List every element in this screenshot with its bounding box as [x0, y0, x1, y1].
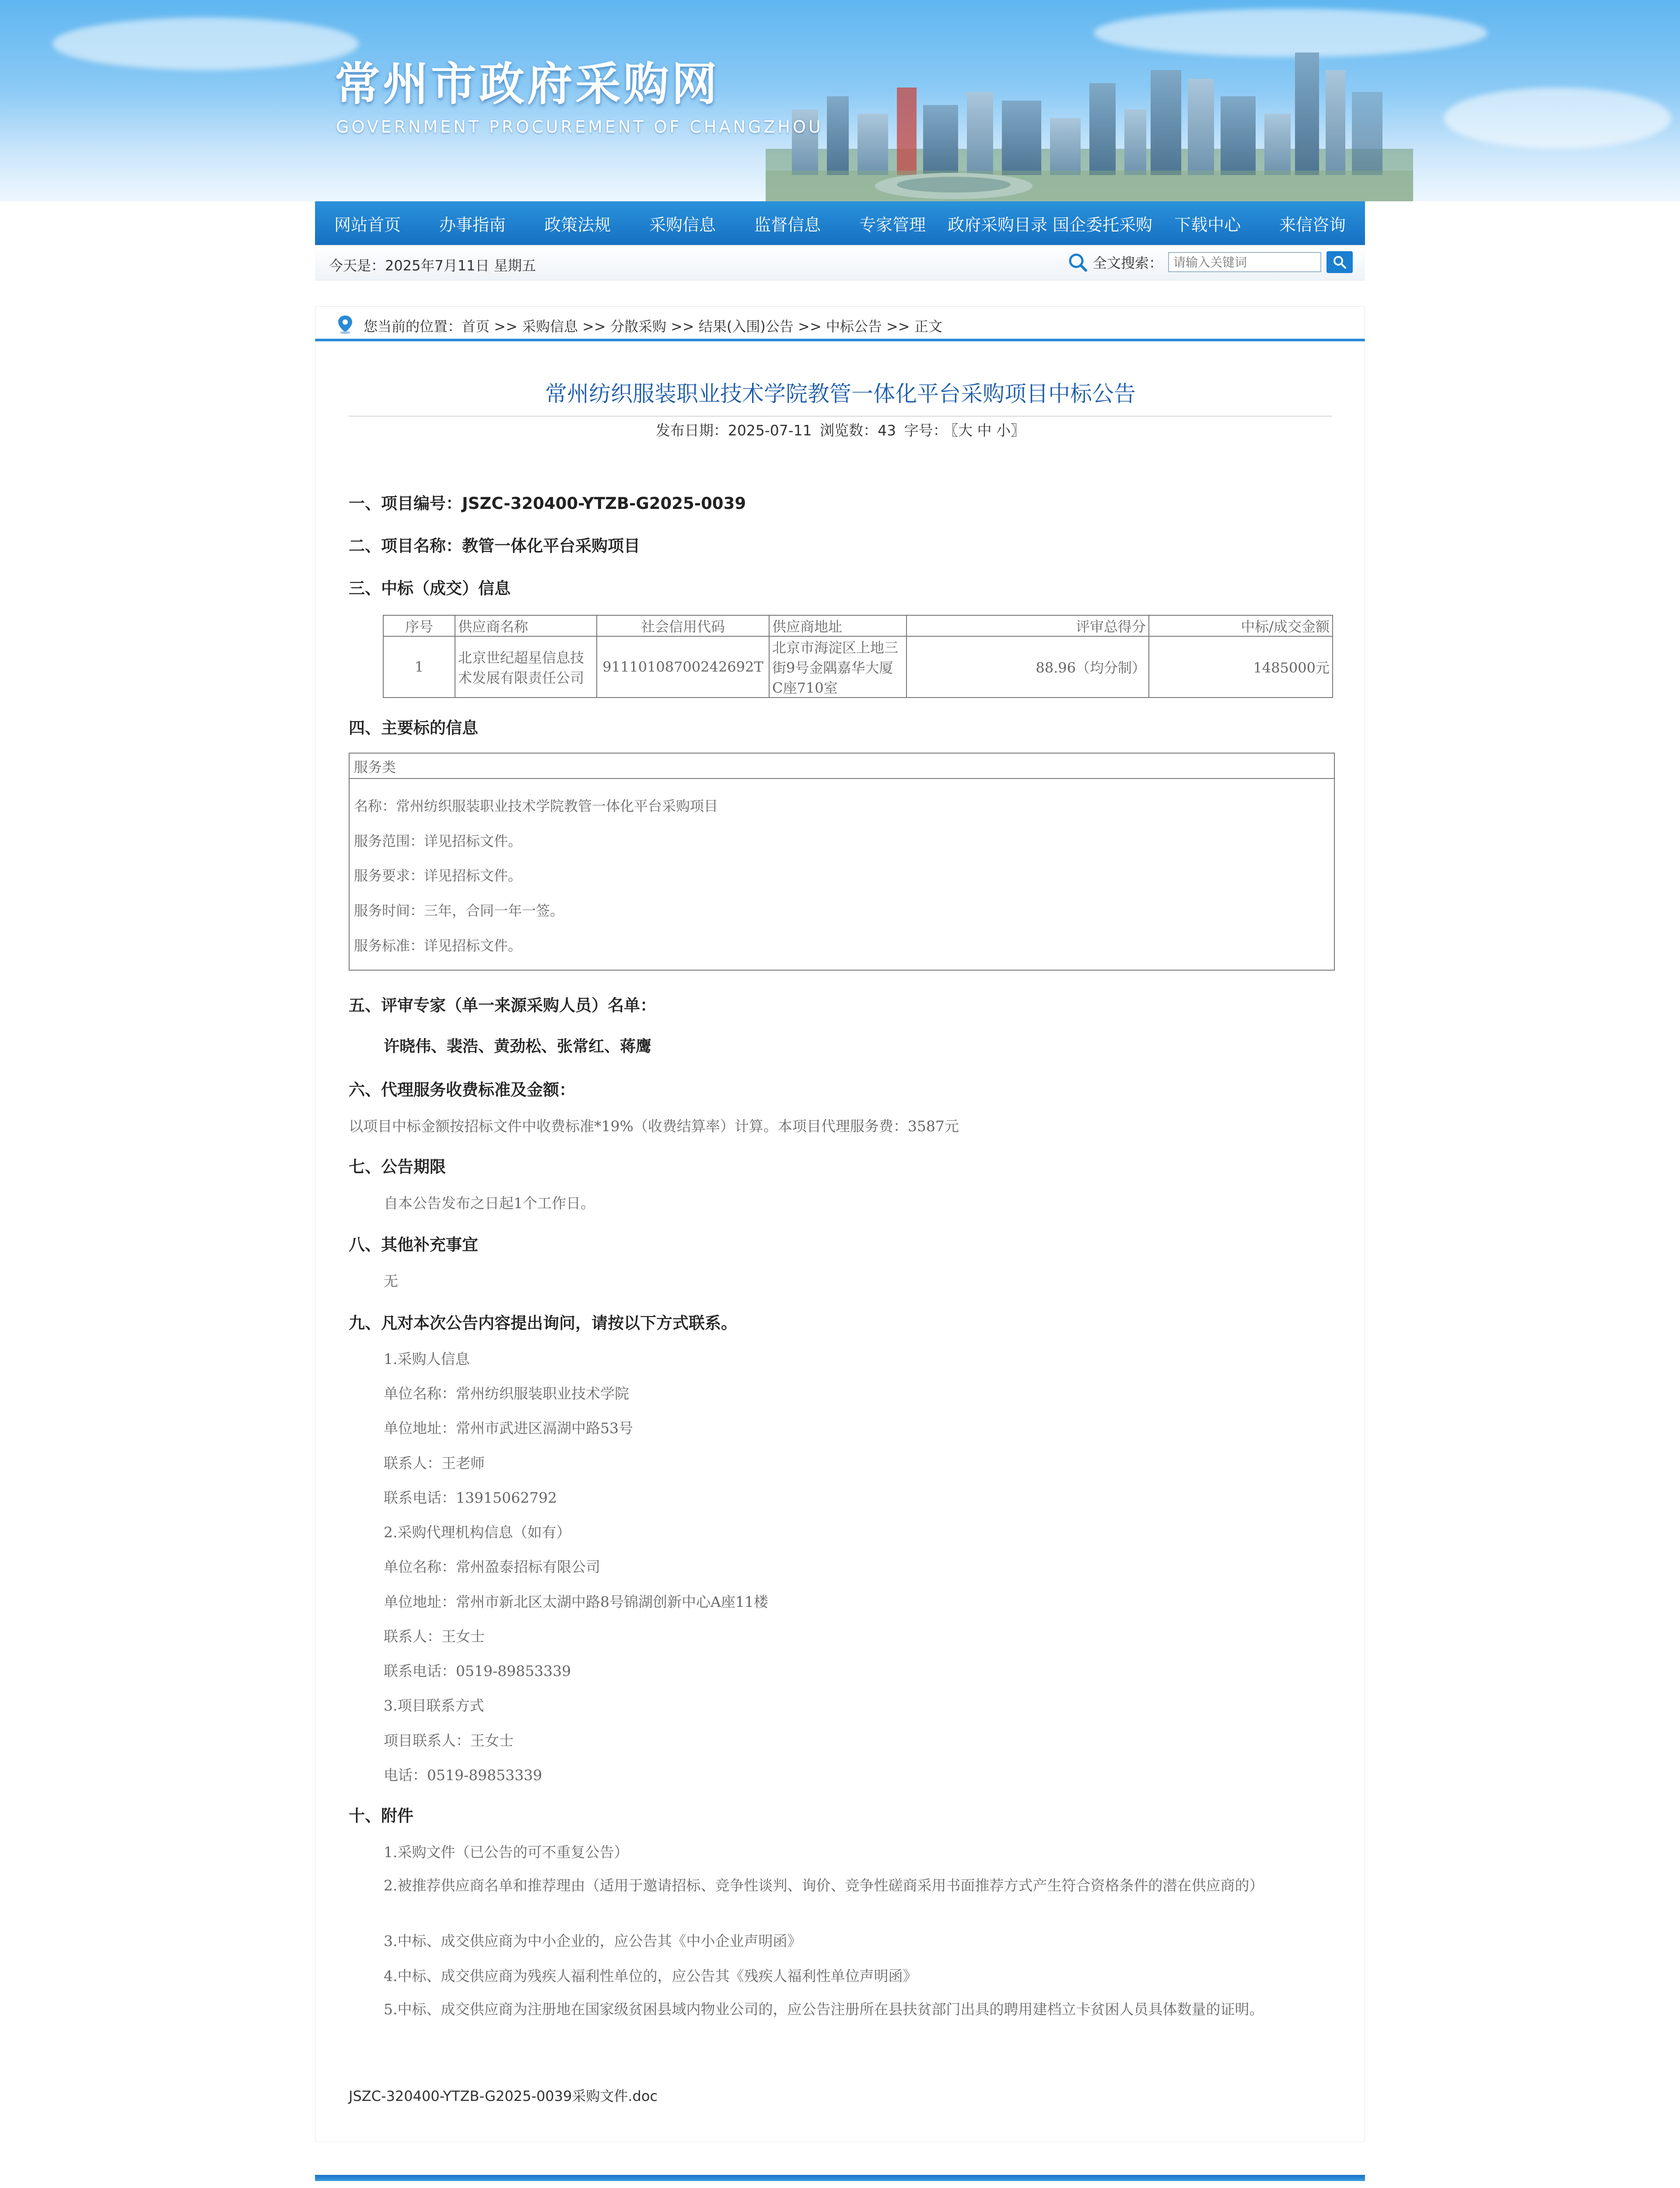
site-subtitle: GOVERNMENT PROCUREMENT OF CHANGZHOU	[336, 117, 823, 137]
nav-experts[interactable]: 专家管理	[859, 215, 926, 235]
contact-line: 项目联系人：王女士	[384, 1732, 514, 1749]
nav-home[interactable]: 网站首页	[334, 215, 401, 235]
section-contact-heading: 九、凡对本次公告内容提出询问，请按以下方式联系。	[349, 1314, 737, 1332]
contact-line: 电话：0519-89853339	[384, 1767, 542, 1784]
attachment-line: 1.采购文件（已公告的可不重复公告）	[384, 1844, 629, 1861]
nav-guide[interactable]: 办事指南	[439, 215, 506, 235]
fee-text: 以项目中标金额按招标文件中收费标准*19%（收费结算率）计算。本项目代理服务费：3587元	[349, 1118, 959, 1135]
cell-supplier: 北京世纪超星信息技术发展有限责任公司	[455, 636, 597, 698]
lot-category: 服务类	[350, 754, 1334, 779]
font-size-switcher[interactable]: 〖大 中 小〗	[951, 422, 1026, 439]
cell-no: 1	[383, 636, 455, 698]
main-nav	[315, 201, 1365, 245]
magnifier-icon	[1332, 255, 1347, 270]
lot-line: 服务要求：详见招标文件。	[354, 867, 522, 884]
contact-line: 3.项目联系方式	[384, 1697, 484, 1714]
attachment-doc-link[interactable]: JSZC-320400-YTZB-G2025-0039采购文件.doc	[349, 2088, 658, 2104]
breadcrumb-text: 您当前的位置：首页 >> 采购信息 >> 分散采购 >> 结果(入围)公告 >> 中标公告 >> 正文	[364, 318, 942, 335]
col-score: 评审总得分	[906, 615, 1149, 636]
cloud-decoration	[1444, 88, 1671, 149]
contact-line: 1.采购人信息	[384, 1350, 470, 1368]
section-project-number: 一、项目编号：JSZC-320400-YTZB-G2025-0039	[349, 494, 746, 513]
contact-line: 单位名称：常州纺织服装职业技术学院	[384, 1385, 629, 1402]
section-lot-heading: 四、主要标的信息	[349, 719, 478, 737]
col-supplier: 供应商名称	[455, 615, 597, 636]
contact-line: 2.采购代理机构信息（如有）	[384, 1524, 571, 1541]
contact-line: 联系人：王老师	[384, 1455, 485, 1472]
other-text: 无	[384, 1273, 398, 1290]
search-label: 全文搜索：	[1092, 255, 1163, 271]
site-banner	[0, 0, 1680, 201]
col-no: 序号	[383, 615, 455, 636]
lot-line: 服务范围：详见招标文件。	[354, 833, 522, 849]
today-date: 今天是：2025年7月11日 星期五	[329, 257, 536, 274]
contact-line: 单位地址：常州市武进区滆湖中路53号	[384, 1420, 633, 1437]
contact-line: 联系人：王女士	[384, 1628, 485, 1645]
publish-date: 发布日期：2025-07-11	[655, 422, 812, 439]
period-text: 自本公告发布之日起1个工作日。	[384, 1195, 595, 1212]
article-meta	[315, 419, 1365, 440]
contact-line: 联系电话：0519-89853339	[384, 1662, 571, 1680]
table-row	[383, 636, 1333, 698]
contact-line: 单位地址：常州市新北区太湖中路8号锦湖创新中心A座11楼	[384, 1593, 768, 1610]
nav-supervision[interactable]: 监督信息	[754, 215, 821, 235]
section-other-heading: 八、其他补充事宜	[349, 1235, 478, 1254]
nav-catalog[interactable]: 政府采购目录	[947, 215, 1047, 235]
view-count: 浏览数：43	[820, 422, 896, 439]
lot-line: 服务标准：详见招标文件。	[354, 937, 522, 954]
lot-line: 名称：常州纺织服装职业技术学院教管一体化平台采购项目	[354, 798, 718, 814]
attachment-line: 4.中标、成交供应商为残疾人福利性单位的，应公告其《残疾人福利性单位声明函》	[384, 1967, 917, 1985]
section-attachments-heading: 十、附件	[349, 1806, 413, 1825]
attachment-line: 2.被推荐供应商名单和推荐理由（适用于邀请招标、竞争性谈判、询价、竞争性磋商采用书面推荐方式产生符合资格条件的潜在供应商的）	[384, 1877, 1264, 1894]
nav-inquiry[interactable]: 来信咨询	[1279, 215, 1346, 235]
title-divider	[349, 416, 1332, 417]
cloud-decoration	[52, 18, 359, 70]
experts-list: 许晓伟、裴浩、黄劲松、张常红、蒋鹰	[384, 1038, 652, 1055]
col-address: 供应商地址	[769, 615, 906, 636]
site-title: 常州市政府采购网	[335, 57, 720, 111]
col-amount: 中标/成交金额	[1149, 615, 1333, 636]
search-button[interactable]	[1326, 251, 1353, 273]
nav-procurement-info[interactable]: 采购信息	[649, 215, 716, 235]
col-credit-code: 社会信用代码	[597, 615, 769, 636]
search-icon	[1068, 252, 1088, 272]
breadcrumb	[315, 306, 1365, 341]
attachment-line: 5.中标、成交供应商为注册地在国家级贫困县域内物业公司的，应公告注册所在县扶贫部门出具的聘用建档立卡贫困人员具体数量的证明。	[384, 2001, 1264, 2018]
section-fee-heading: 六、代理服务收费标准及金额：	[349, 1080, 575, 1099]
article-title: 常州纺织服装职业技术学院教管一体化平台采购项目中标公告	[545, 381, 1136, 407]
font-size-label: 字号：	[904, 422, 948, 439]
nav-policy[interactable]: 政策法规	[544, 215, 611, 235]
contact-line: 联系电话：13915062792	[384, 1489, 557, 1506]
search-area	[1068, 251, 1353, 273]
search-input[interactable]	[1168, 252, 1321, 272]
lot-info-box	[349, 753, 1335, 971]
winner-table	[383, 615, 1333, 698]
cell-credit-code: 91110108700242692T	[597, 636, 769, 698]
cell-score: 88.96（均分制）	[906, 636, 1149, 698]
section-project-name: 二、项目名称：教管一体化平台采购项目	[349, 536, 640, 555]
section-period-heading: 七、公告期限	[349, 1157, 446, 1176]
section-winner-heading: 三、中标（成交）信息	[349, 579, 511, 598]
nav-downloads[interactable]: 下载中心	[1174, 215, 1241, 235]
attachment-line: 3.中标、成交供应商为中小企业的，应公告其《中小企业声明函》	[384, 1932, 802, 1950]
cell-address: 北京市海淀区上地三街9号金隅嘉华大厦C座710室	[769, 636, 906, 698]
table-header-row	[383, 615, 1333, 636]
nav-soe-procurement[interactable]: 国企委托采购	[1052, 215, 1152, 235]
article-container	[315, 341, 1365, 2142]
section-experts-heading: 五、评审专家（单一来源采购人员）名单：	[349, 996, 656, 1015]
lot-line: 服务时间：三年，合同一年一签。	[354, 902, 564, 919]
location-pin-icon	[336, 315, 354, 334]
footer-divider	[315, 2175, 1365, 2181]
info-bar	[315, 245, 1365, 281]
contact-line: 单位名称：常州盈泰招标有限公司	[384, 1558, 600, 1575]
cell-amount: 1485000元	[1149, 636, 1333, 698]
city-skyline-image	[766, 44, 1413, 201]
